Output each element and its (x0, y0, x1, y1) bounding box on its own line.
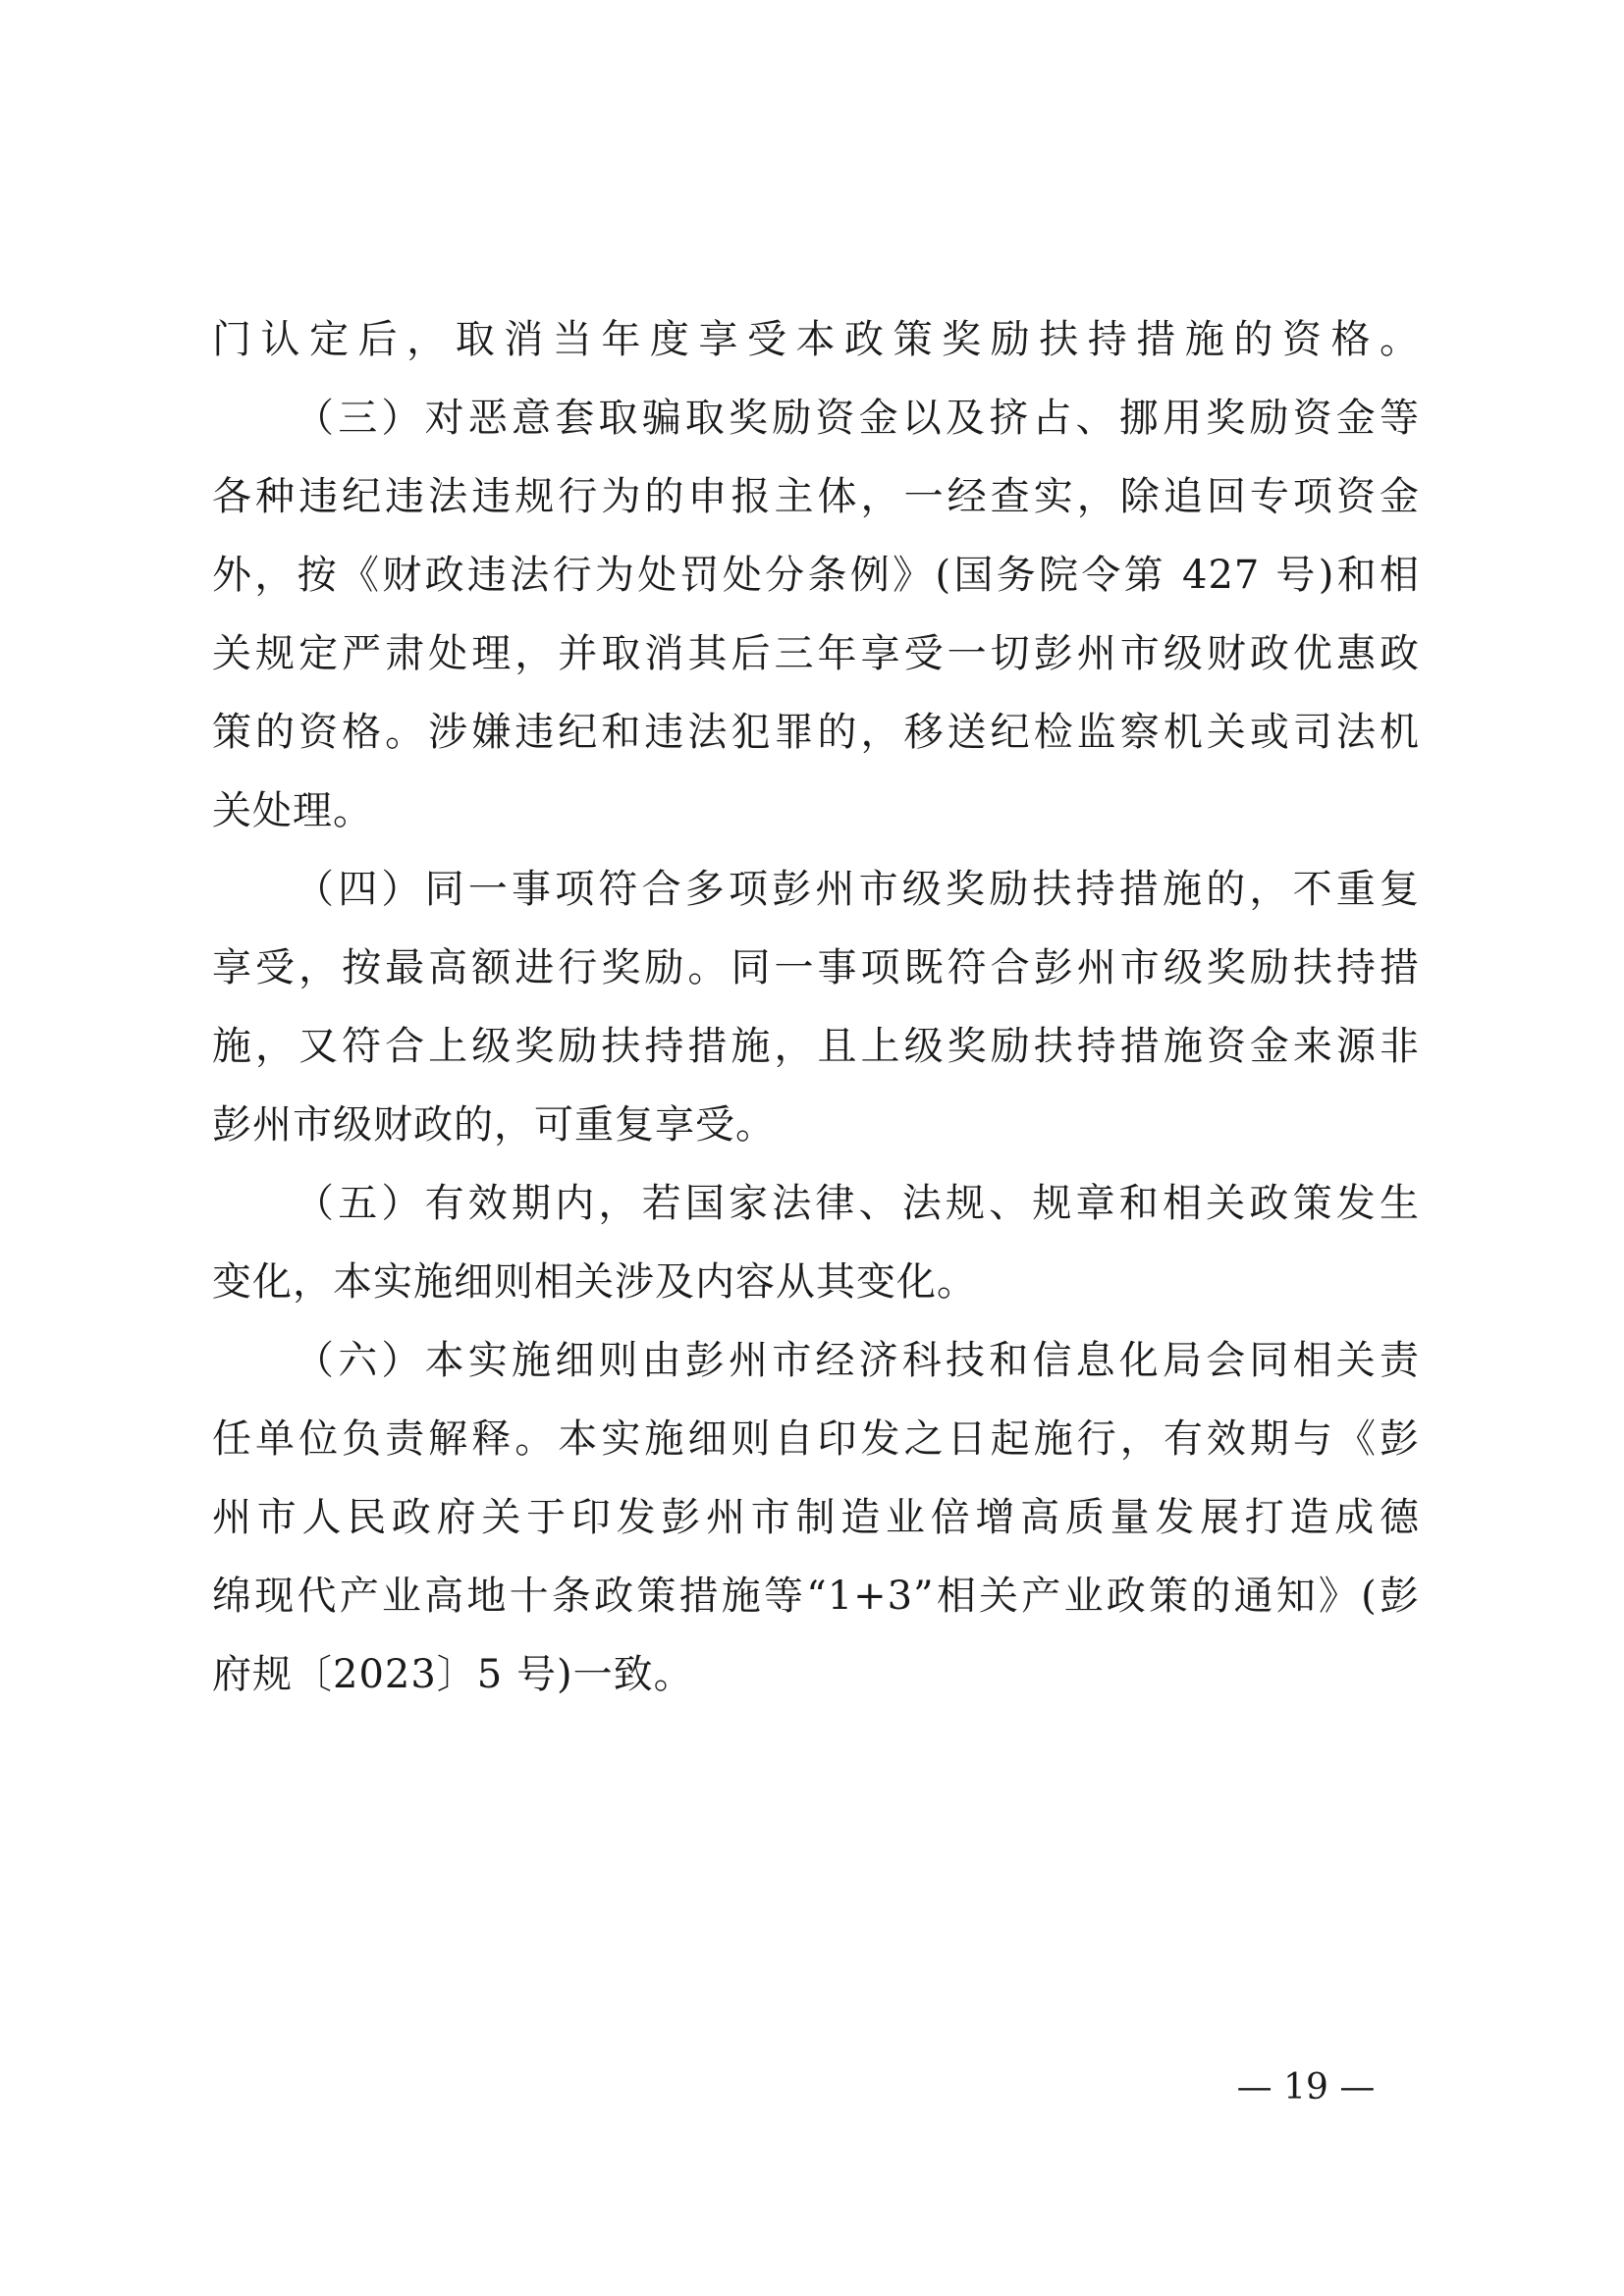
text-line-13: 变化，本实施细则相关涉及内容从其变化。 (212, 1259, 977, 1305)
document-body (212, 300, 1420, 1714)
text-line-08: （四）同一事项符合多项彭州市级奖励扶持措施的，不重复 (295, 867, 1420, 912)
text-line-11: 彭州市级财政的，可重复享受。 (212, 1102, 776, 1148)
text-line-17: 绵现代产业高地十条政策措施等“1+3”相关产业政策的通知》(彭 (212, 1574, 1420, 1619)
text-line-03: 各种违纪违法违规行为的申报主体，一经查实，除追回专项资金 (212, 474, 1420, 519)
text-line-10: 施，又符合上级奖励扶持措施，且上级奖励扶持措施资金来源非 (212, 1024, 1420, 1069)
text-line-15: 任单位负责解释。本实施细则自印发之日起施行，有效期与《彭 (212, 1416, 1420, 1462)
text-line-09: 享受，按最高额进行奖励。同一事项既符合彭州市级奖励扶持措 (212, 945, 1420, 990)
text-line-12: （五）有效期内，若国家法律、法规、规章和相关政策发生 (295, 1181, 1420, 1226)
text-line-01: 门认定后，取消当年度享受本政策奖励扶持措施的资格。 (212, 317, 1420, 362)
text-line-07: 关处理。 (212, 788, 373, 833)
text-line-18: 府规〔2023〕5 号)一致。 (212, 1652, 694, 1697)
text-line-16: 州市人民政府关于印发彭州市制造业倍增高质量发展打造成德 (212, 1495, 1420, 1540)
text-line-02: （三）对恶意套取骗取奖励资金以及挤占、挪用奖励资金等 (295, 396, 1420, 441)
page-number: — 19 — (1236, 2067, 1376, 2108)
text-line-14: （六）本实施细则由彭州市经济科技和信息化局会同相关责 (295, 1338, 1420, 1383)
text-line-04: 外，按《财政违法行为处罚处分条例》(国务院令第 427 号)和相 (212, 553, 1420, 598)
text-line-06: 策的资格。涉嫌违纪和违法犯罪的，移送纪检监察机关或司法机 (212, 710, 1420, 755)
text-line-05: 关规定严肃处理，并取消其后三年享受一切彭州市级财政优惠政 (212, 631, 1420, 676)
